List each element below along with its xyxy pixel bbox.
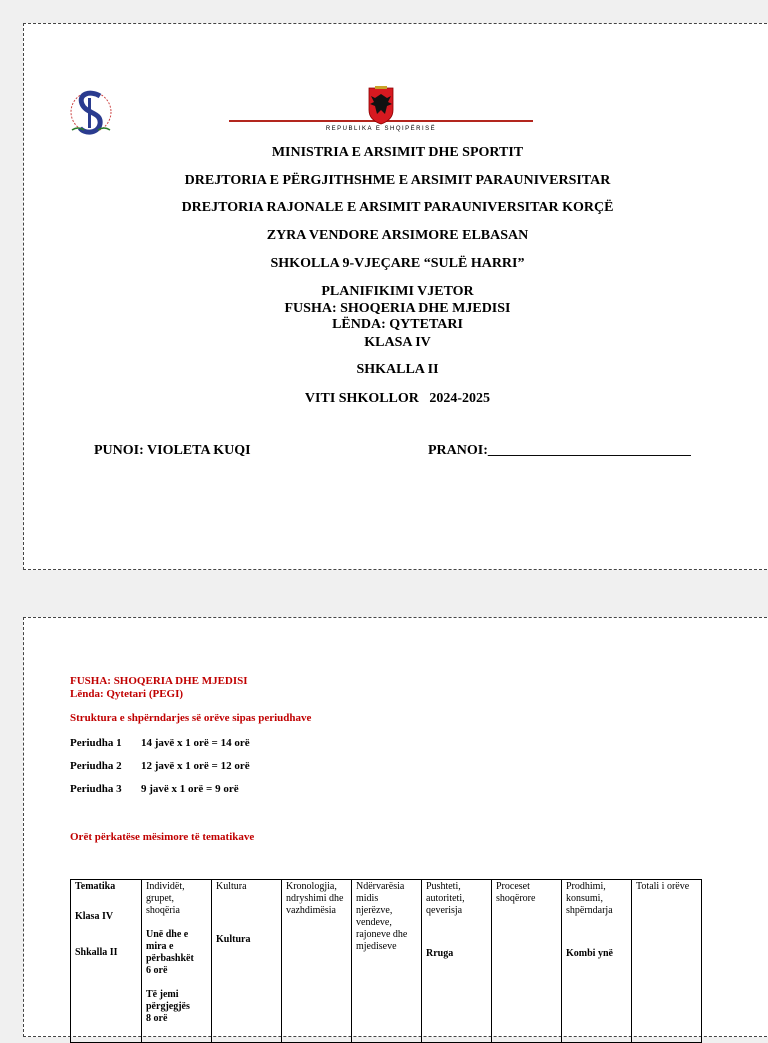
school-name-line: SHKOLLA 9-VJEÇARE “SULË HARRI” (270, 256, 525, 271)
ministry-line: MINISTRIA E ARSIMIT DHE SPORTIT (271, 145, 524, 160)
subject-heading: Lënda: Qytetari (PEGI) (70, 688, 184, 700)
state-emblem (229, 86, 533, 138)
table-cell (282, 880, 352, 1043)
table-row (71, 880, 702, 1043)
table-cell (212, 880, 282, 1043)
hours-title: Orët përkatëse mësimore të tematikave (70, 831, 255, 843)
level-line: SHKALLA II (356, 362, 439, 377)
topic-hours: 6 orë (146, 965, 168, 976)
author-signature: PUNOI: VIOLETA KUQI (94, 443, 251, 458)
period-label: Periudha 2 (70, 760, 122, 772)
period-value: 12 javë x 1 orë = 12 orë (141, 760, 250, 772)
table-header: Totali i orëve (636, 881, 690, 892)
regional-directorate-line: DREJTORIA RAJONALE E ARSIMIT PARAUNIVERSITAR KORÇË (181, 200, 614, 215)
plan-title: PLANIFIKIMI VJETOR (321, 284, 474, 299)
table-cell (562, 880, 632, 1043)
topic-hours: 8 orë (146, 1013, 168, 1024)
thematic-hours-table (70, 879, 702, 1043)
emblem-caption: REPUBLIKA E SHQIPËRISË (325, 126, 437, 132)
table-header-tematika: Tematika (75, 881, 116, 892)
topic-label: Unë dhe e mira e përbashkët (146, 929, 194, 964)
class-line: KLASA IV (364, 335, 431, 350)
class-label: Klasa IV (75, 911, 114, 922)
table-cell (142, 880, 212, 1043)
period-value: 14 javë x 1 orë = 14 orë (141, 737, 250, 749)
general-directorate-line: DREJTORIA E PËRGJITHSHME E ARSIMIT PARAUNIVERSITAR (184, 173, 611, 188)
table-header: Proceset shoqërore (496, 881, 536, 904)
topic-label: Kultura (216, 934, 251, 945)
table-header: Prodhimi, konsumi, shpërndarja (566, 881, 613, 916)
local-office-line: ZYRA VENDORE ARSIMORE ELBASAN (266, 228, 529, 243)
topic-label: Rruga (426, 948, 454, 959)
period-label: Periudha 1 (70, 737, 122, 749)
topic-label: Të jemi përgjegjës (146, 989, 190, 1012)
school-logo (68, 84, 114, 140)
field-line: FUSHA: SHOQERIA DHE MJEDISI (284, 301, 511, 316)
table-header: Kronologjia, ndryshimi dhe vazhdimësia (286, 881, 344, 916)
table-cell (422, 880, 492, 1043)
distribution-page (23, 617, 768, 1037)
field-heading: FUSHA: SHOQERIA DHE MJEDISI (70, 675, 248, 687)
table-cell (492, 880, 562, 1043)
table-cell (352, 880, 422, 1043)
period-value: 9 javë x 1 orë = 9 orë (141, 783, 239, 795)
subject-line: LËNDA: QYTETARI (332, 317, 463, 332)
approver-signature: PRANOI:_____________________________ (428, 443, 691, 458)
table-header: Individët, grupet, shoqëria (146, 881, 185, 916)
school-year-line: VITI SHKOLLOR 2024-2025 (304, 391, 491, 406)
topic-label: Kombi ynë (566, 948, 613, 959)
period-label: Periudha 3 (70, 783, 122, 795)
table-header: Ndërvarësia midis njerëzve, vendeve, rajoneve dhe mjediseve (356, 881, 408, 952)
table-cell (632, 880, 702, 1043)
level-label: Shkalla II (75, 947, 118, 958)
cover-page (23, 23, 768, 570)
table-header: Kultura (216, 881, 247, 892)
table-header: Pushteti, autoriteti, qeverisja (426, 881, 465, 916)
structure-title: Struktura e shpërndarjes së orëve sipas periudhave (70, 712, 312, 724)
table-cell (71, 880, 142, 1043)
